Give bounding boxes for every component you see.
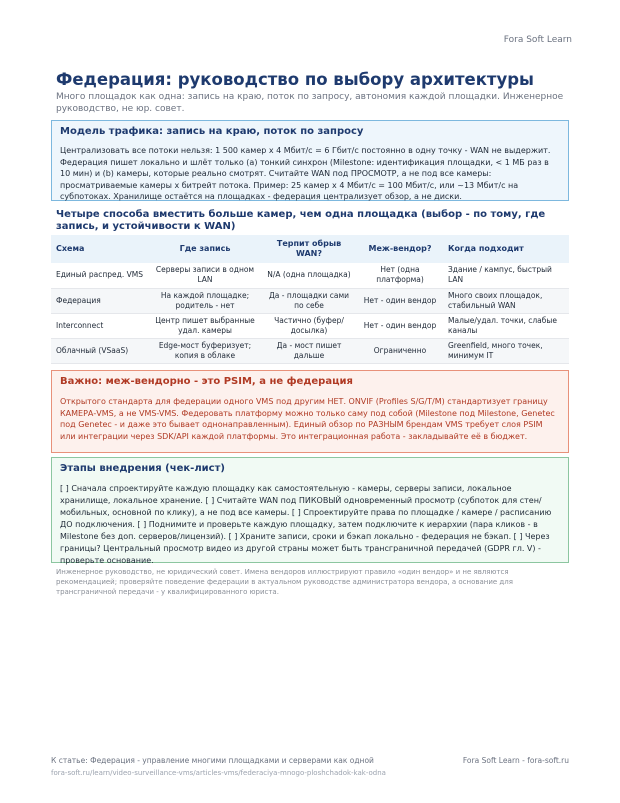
footer-brand: Fora Soft Learn - fora-soft.ru — [462, 756, 569, 765]
table-cell: Да - площадки сами по себе — [261, 288, 357, 313]
table-row — [51, 338, 569, 363]
table-header-row — [51, 235, 569, 263]
table-cell: Да - мост пишет дальше — [261, 338, 357, 363]
table-cell: Частично (буфер/досылка) — [261, 313, 357, 338]
page-title: Федерация: руководство по выбору архитектуры — [56, 70, 534, 89]
warning-heading: Важно: меж-вендорно - это PSIM, а не федерация — [60, 376, 353, 387]
table-cell: Единый распред. VMS — [51, 263, 149, 288]
table-cell: Edge-мост буферизует; копия в облаке — [149, 338, 261, 363]
rollout-checklist-box — [51, 457, 569, 563]
brand-label: Fora Soft Learn — [503, 35, 572, 45]
rollout-checklist-heading: Этапы внедрения (чек-лист) — [60, 463, 225, 474]
table-cell: Серверы записи в одном LAN — [149, 263, 261, 288]
table-cell: Центр пишет выбранные удал. камеры — [149, 313, 261, 338]
table-cell: N/A (одна площадка) — [261, 263, 357, 288]
column-header-recording: Где запись — [149, 235, 261, 263]
traffic-model-heading: Модель трафика: запись на краю, поток по запросу — [60, 126, 364, 137]
table-row — [51, 288, 569, 313]
table-cell: Нет - один вендор — [357, 288, 443, 313]
page-subtitle: Много площадок как одна: запись на краю, поток по запросу, автономия каждой площадки. Инженерное руководство, не юр. совет. — [56, 92, 564, 114]
table-cell: Малые/удал. точки, слабые каналы — [443, 313, 569, 338]
column-header-fit: Когда подходит — [443, 235, 569, 263]
table-cell: Interconnect — [51, 313, 149, 338]
warning-body: Открытого стандарта для федерации одного VMS под другим НЕТ. ONVIF (Profiles S/G/T/M) стандартизует границу КАМЕРА-VMS, а не VMS-VMS. Федеровать платформу можно только саму под собой (Milestone под Milestone, Genetec под Genetec - и даже это бывает однонаправленным). Единый обзор по РАЗНЫМ брендам VMS требует слоя PSIM или интеграции через SDK/API каждой платформы. Это интеграционная работа - закладывайте её в бюджет. — [60, 397, 555, 441]
table-row — [51, 313, 569, 338]
table-cell: Нет - один вендор — [357, 313, 443, 338]
table-cell: Greenfield, много точек, минимум IT — [443, 338, 569, 363]
table-cell: Федерация — [51, 288, 149, 313]
table-cell: Нет (одна платформа) — [357, 263, 443, 288]
table-cell: На каждой площадке; родитель - нет — [149, 288, 261, 313]
rollout-checklist-body: [ ] Сначала спроектируйте каждую площадку как самостоятельную - камеры, серверы записи, локальное хранилище, локальное хранение. [ ] Считайте WAN под ПИКОВЫЙ одновременный просмотр (субпоток для стен/мобильных, основной по клику), а не под все камеры. [ ] Спроектируйте права по площадке / камере / расписанию ДО подключения. [ ] Поднимите и проверьте каждую площадку, затем подключите к иерархии (пара кликов - в Milestone без доп. серверов/лицензий). [ ] Храните записи, сроки и бэкап локально - федерация не бэкап. [ ] Через границы? Центральный просмотр видео из другой страны может быть трансграничной передачей (GDPR гл. V) - проверьте основание. — [60, 484, 552, 565]
footer-url[interactable]: fora-soft.ru/learn/video-surveillance-vms/articles-vms/federaciya-mnogo-ploshchadok-kak-odna — [51, 769, 386, 777]
traffic-model-box — [51, 120, 569, 201]
table-cell: Ограниченно — [357, 338, 443, 363]
footer-article-link[interactable]: К статье: Федерация - управление многими площадками и серверами как одной — [51, 756, 374, 765]
column-header-cross-vendor: Меж-вендор? — [357, 235, 443, 263]
table-cell: Здание / кампус, быстрый LAN — [443, 263, 569, 288]
disclaimer-text: Инженерное руководство, не юридический совет. Имена вендоров иллюстрируют правило «один вендор» и не являются рекомендацией; проверяйте поведение федерации в актуальном руководстве администратора вендора, а основание для трансграничной передачи - у квалифицированного юриста. — [56, 568, 513, 596]
table-row — [51, 263, 569, 288]
table-cell: Много своих площадок, стабильный WAN — [443, 288, 569, 313]
comparison-heading: Четыре способа вместить больше камер, чем одна площадка (выбор - по тому, где запись, и устойчивости к WAN) — [56, 209, 546, 232]
traffic-model-body: Централизовать все потоки нельзя: 1 500 камер x 4 Мбит/с = 6 Гбит/с постоянно в одну точку - WAN не выдержит. Федерация пишет локально и шлёт только (а) тонкий синхрон (Milestone: идентификация площадки, < 1 МБ раз в 10 мин) и (b) камеры, которые реально смотрят. Считайте WAN под ПРОСМОТР, а не под все камеры: просматриваемые камеры х битрейт потока. Пример: 25 камер х 4 Мбит/с = 100 Мбит/с, или ~13 Мбит/с на субпотоках. Хранилище остаётся на площадках - федерация централизует обзор, а не диски. — [60, 146, 551, 201]
column-header-scheme: Схема — [51, 235, 149, 263]
comparison-table — [51, 235, 569, 364]
column-header-wan-tolerance: Терпит обрыв WAN? — [261, 235, 357, 263]
warning-box — [51, 370, 569, 453]
table-cell: Облачный (VSaaS) — [51, 338, 149, 363]
